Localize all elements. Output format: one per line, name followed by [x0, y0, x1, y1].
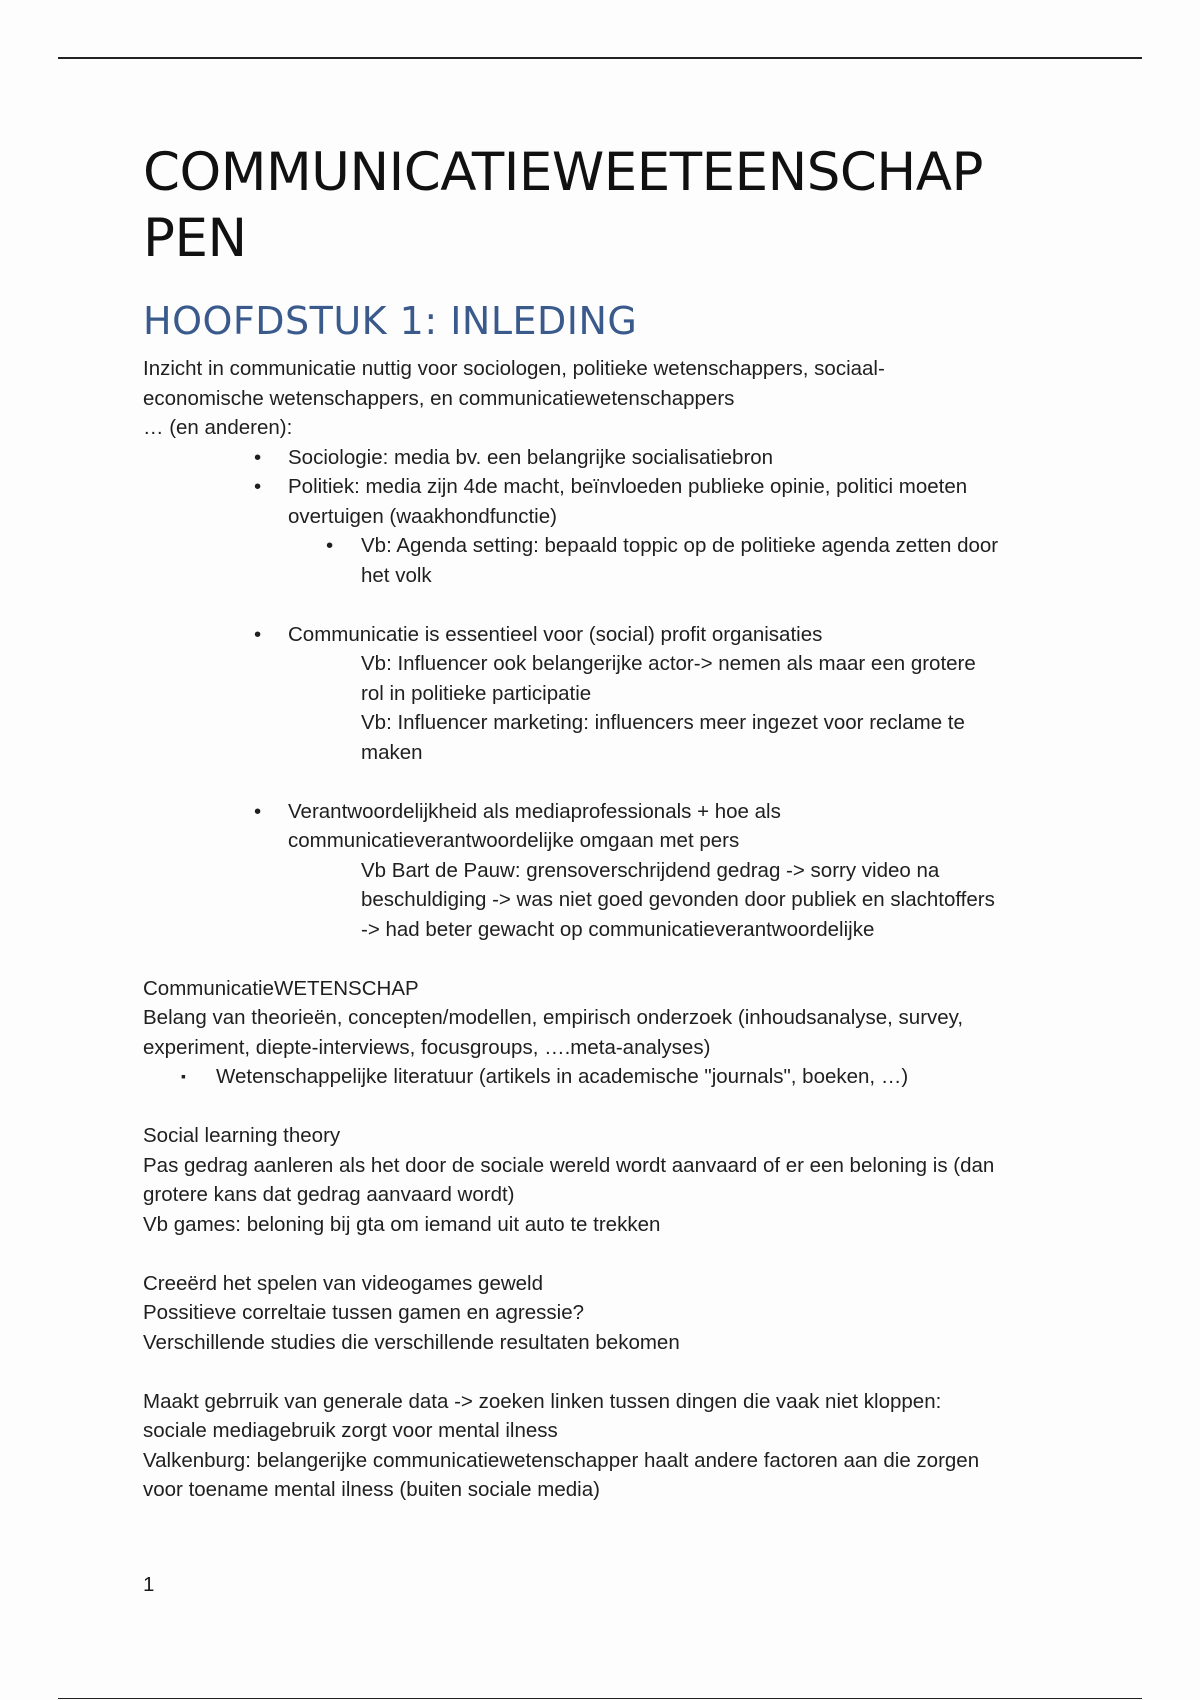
example-line: Vb: Influencer ook belangerijke actor-> nemen als maar een grotere — [361, 652, 976, 675]
paragraph-line: grotere kans dat gedrag aanvaard wordt) — [143, 1183, 515, 1206]
example-line: Vb: Influencer marketing: influencers meer ingezet voor reclame te — [361, 711, 965, 734]
paragraph-line: Maakt gebrruik van generale data -> zoeken linken tussen dingen die vaak niet kloppen: — [143, 1389, 942, 1413]
discipline-list — [143, 443, 1063, 591]
example-line: beschuldiging -> was niet goed gevonden door publiek en slachtoffers — [361, 888, 995, 911]
paragraph-line: Possitieve correltaie tussen gamen en agressie? — [143, 1301, 584, 1324]
example-line: Vb Bart de Pauw: grensoverschrijdend gedrag -> sorry video na — [361, 858, 940, 882]
section-heading-wetenschap: CommunicatieWETENSCHAP — [143, 976, 419, 1000]
communicatie-list — [143, 620, 1063, 650]
paragraph-line: Verschillende studies die verschillende resultaten bekomen — [143, 1330, 680, 1354]
paragraph-line: Pas gedrag aanleren als het door de sociale wereld wordt aanvaard of er een beloning is (dan — [143, 1153, 995, 1177]
list-item-literatuur: ▪ Wetenschappelijke literatuur (artikels in academische "journals", boeken, …) — [143, 1062, 1063, 1092]
page-number: 1 — [143, 1573, 155, 1596]
document-title — [143, 140, 1063, 272]
header-rule — [58, 57, 1142, 59]
footer-rule — [58, 1698, 1142, 1699]
paragraph-line: Creeërd het spelen van videogames geweld — [143, 1271, 544, 1295]
intro-line: … (en anderen): — [143, 416, 293, 439]
list-item-sociologie: • Sociologie: media bv. een belangrijke socialisatiebron — [143, 443, 1063, 473]
intro-paragraph — [143, 354, 1063, 443]
title-line-1: COMMUNICATIEWEETEENSCHAP — [143, 142, 983, 203]
list-item-politiek: • Politiek: media zijn 4de macht, beïnvloeden publieke opinie, politici moeten overtuigen (waakhondfunctie) — [143, 472, 1063, 531]
intro-line: Inzicht in communicatie nuttig voor sociologen, politieke wetenschappers, sociaal- — [143, 357, 885, 380]
intro-line: economische wetenschappers, en communicatiewetenschappers — [143, 386, 735, 410]
paragraph-line: experiment, diepte-interviews, focusgroups, ….meta-analyses) — [143, 1035, 711, 1059]
document-body — [143, 140, 1063, 1505]
list-item-agenda-setting: • Vb: Agenda setting: bepaald toppic op de politieke agenda zetten door het volk — [143, 531, 1063, 590]
example-line: -> had beter gewacht op communicatieverantwoordelijke — [361, 917, 875, 941]
verantwoordelijkheid-list — [143, 797, 1063, 856]
paragraph-line: Valkenburg: belangerijke communicatiewetenschapper haalt andere factoren aan die zorgen — [143, 1448, 980, 1472]
paragraph-line: sociale mediagebruik zorgt voor mental ilness — [143, 1419, 558, 1442]
list-item-verantwoordelijkheid: • Verantwoordelijkheid als mediaprofessionals + hoe als communicatieverantwoordelijke omgaan met pers — [143, 797, 1063, 856]
literature-list — [143, 1062, 1063, 1092]
section-heading-social-learning: Social learning theory — [143, 1124, 341, 1147]
list-item-communicatie: • Communicatie is essentieel voor (social) profit organisaties — [143, 620, 1063, 650]
example-line: maken — [361, 740, 423, 764]
example-line: rol in politieke participatie — [361, 681, 592, 705]
paragraph-line: Belang van theorieën, concepten/modellen, empirisch onderzoek (inhoudsanalyse, survey, — [143, 1006, 964, 1029]
paragraph-line: Vb games: beloning bij gta om iemand uit auto te trekken — [143, 1212, 661, 1236]
chapter-heading: HOOFDSTUK 1: INLEDING — [143, 299, 638, 343]
paragraph-line: voor toename mental ilness (buiten sociale media) — [143, 1478, 600, 1501]
title-line-2: PEN — [143, 208, 247, 269]
